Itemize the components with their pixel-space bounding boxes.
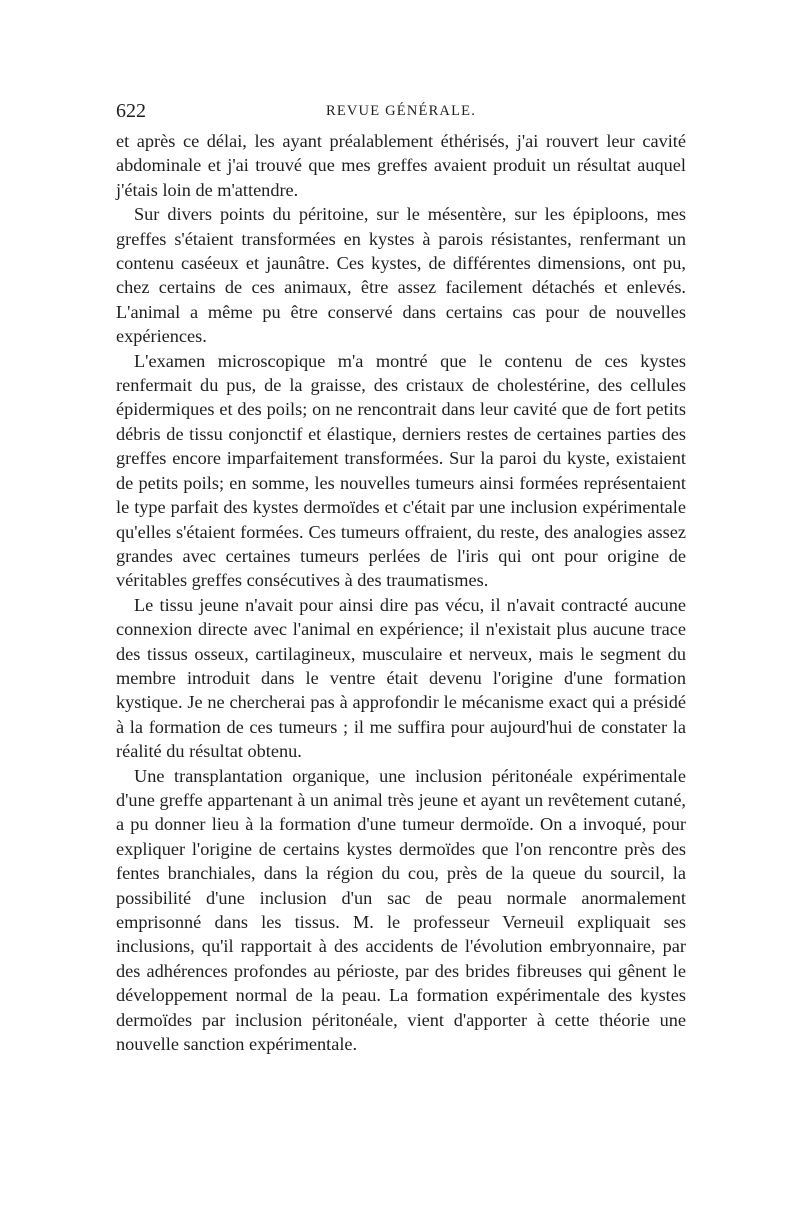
body-text — [116, 129, 686, 1056]
paragraph-greffes-kystes: Sur divers points du péritoine, sur le mésentère, sur les épiploons, mes greffes s'étaient transformées en kystes à parois résistantes, renfermant un contenu caséeux et jaunâtre. Ces kystes, de différentes dimensions, ont pu, chez certains de ces animaux, être assez facilement détachés et enlevés. L'animal a même pu être conservé dans certains cas pour de nouvelles expériences. — [116, 204, 686, 347]
running-header — [116, 96, 686, 126]
paragraph-examen-microscopique: L'examen microscopique m'a montré que le contenu de ces kystes renfermait du pus, de la graisse, des cristaux de cholestérine, des cellules épidermiques et des poils; on ne rencontrait dans leur cavité que de fort petits débris de tissu conjonctif et élastique, derniers restes de certaines parties des greffes encore imparfaitement transformées. Sur la paroi du kyste, existaient de petits poils; en somme, les nouvelles tumeurs ainsi formées représentaient le type parfait des kystes dermoïdes et c'était par une inclusion expérimentale qu'elles s'étaient formées. Ces tumeurs offraient, du reste, des analogies assez grandes avec certaines tumeurs perlées de l'iris qui ont pour origine de véritables greffes consécutives à des traumatismes. — [116, 350, 686, 591]
paragraph-continuation: et après ce délai, les ayant préalablement éthérisés, j'ai rouvert leur cavité abdominale et j'ai trouvé que mes greffes avaient produit un résultat auquel j'étais loin de m'attendre. — [116, 131, 686, 200]
book-page — [116, 96, 686, 1056]
paragraph-tissu-jeune: Le tissu jeune n'avait pour ainsi dire pas vécu, il n'avait contracté aucune connexion directe avec l'animal en expérience; il n'existait plus aucune trace des tissus osseux, cartilagineux, musculaire et nerveux, mais le segment du membre introduit dans le ventre était devenu l'origine d'une formation kystique. Je ne chercherai pas à approfondir le mécanisme exact qui a présidé à la formation de ces tumeurs ; il me suffira pour aujourd'hui de constater la réalité du résultat obtenu. — [116, 594, 686, 762]
page-number: 622 — [116, 100, 146, 122]
paragraph-transplantation: Une transplantation organique, une inclusion péritonéale expérimentale d'une greffe appartenant à un animal très jeune et ayant un revêtement cutané, a pu donner lieu à la formation d'une tumeur dermoïde. On a invoqué, pour expliquer l'origine de certains kystes dermoïdes que l'on rencontre près des fentes branchiales, dans la région du cou, près de la queue du sourcil, la possibilité d'une inclusion d'un sac de peau normale anormalement emprisonné dans les tissus. M. le professeur Verneuil expliquait ses inclusions, qu'il rapportait à des accidents de l'évolution embryonnaire, par des adhérences profondes au périoste, par des brides fibreuses qui gênent le développement normal de la peau. La formation expérimentale des kystes dermoïdes par inclusion péritonéale, vient d'apporter à cette théorie une nouvelle sanction expérimentale. — [116, 765, 686, 1055]
running-title: REVUE GÉNÉRALE. — [325, 103, 477, 119]
